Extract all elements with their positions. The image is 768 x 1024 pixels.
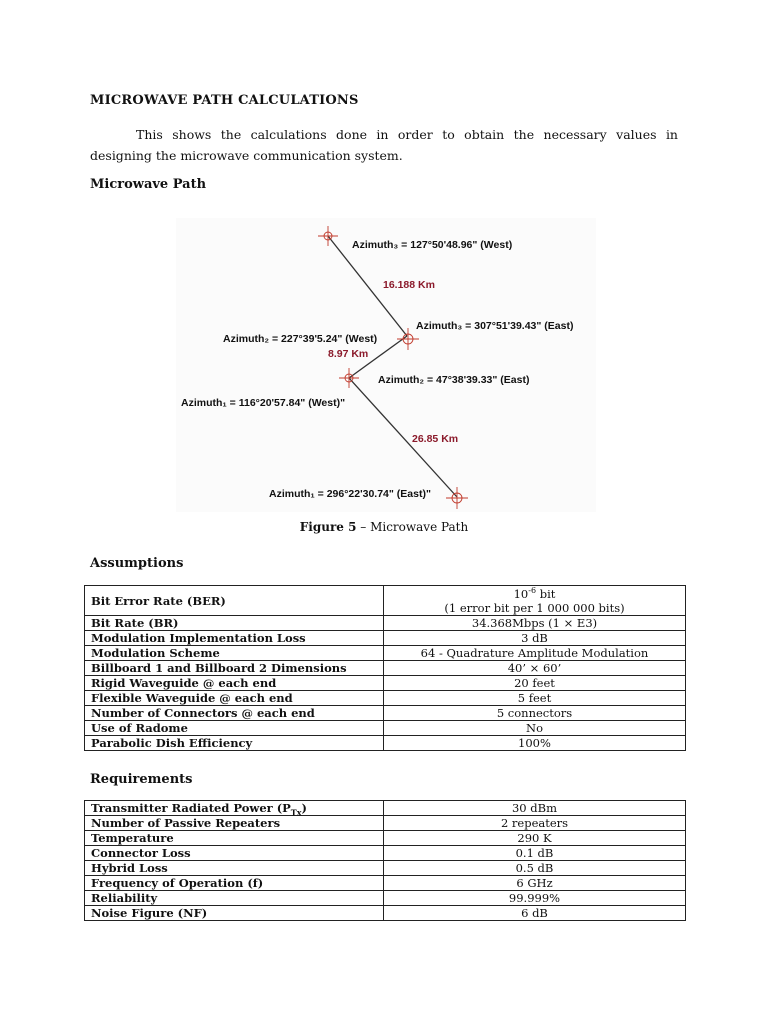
table-row	[85, 676, 686, 691]
table-row	[85, 736, 686, 751]
row-value: No	[384, 721, 686, 736]
table-row	[85, 846, 686, 861]
microwave-path-figure	[176, 218, 596, 512]
row-value: 6 GHz	[384, 876, 686, 891]
row-key: Number of Passive Repeaters	[85, 816, 384, 831]
row-key: Use of Radome	[85, 721, 384, 736]
figure-caption	[0, 520, 768, 534]
table-row	[85, 616, 686, 631]
table-row	[85, 906, 686, 921]
table-row	[85, 891, 686, 906]
row-value-ber	[384, 586, 686, 616]
label-azimuth2-east: Azimuth₂ = 47°38'39.33" (East)	[378, 374, 530, 386]
ptx-key-sub: Tx	[290, 807, 302, 818]
row-value: 99.999%	[384, 891, 686, 906]
row-key: Hybrid Loss	[85, 861, 384, 876]
row-key: Billboard 1 and Billboard 2 Dimensions	[85, 661, 384, 676]
row-value: 64 - Quadrature Amplitude Modulation	[384, 646, 686, 661]
intro-paragraph: This shows the calculations done in order to obtain the necessary values in designing the microwave communication system.	[90, 127, 678, 163]
figure-caption-label: Figure 5	[299, 520, 357, 534]
table-row	[85, 706, 686, 721]
label-azimuth3-west: Azimuth₃ = 127°50'48.96" (West)	[352, 239, 513, 251]
row-key: Parabolic Dish Efficiency	[85, 736, 384, 751]
table-row	[85, 661, 686, 676]
row-value: 3 dB	[384, 631, 686, 646]
table-row	[85, 801, 686, 816]
row-value: 6 dB	[384, 906, 686, 921]
row-key: Frequency of Operation (f)	[85, 876, 384, 891]
label-distance-16188: 16.188 Km	[383, 279, 435, 291]
site-marker-bottom	[446, 487, 468, 509]
row-key-ptx	[85, 801, 384, 816]
page-title: MICROWAVE PATH CALCULATIONS	[90, 93, 359, 108]
table-row	[85, 631, 686, 646]
assumptions-table	[84, 585, 686, 751]
row-value: 20 feet	[384, 676, 686, 691]
table-row	[85, 691, 686, 706]
row-value: 2 repeaters	[384, 816, 686, 831]
row-value: 40’ × 60’	[384, 661, 686, 676]
label-distance-2685: 26.85 Km	[412, 433, 459, 445]
row-key: Number of Connectors @ each end	[85, 706, 384, 721]
ber-base: 10	[513, 586, 529, 601]
row-value: 34.368Mbps (1 × E3)	[384, 616, 686, 631]
label-azimuth2-west: Azimuth₂ = 227°39'5.24" (West)	[223, 333, 378, 345]
requirements-table	[84, 800, 686, 921]
ber-unit: bit	[536, 586, 556, 601]
table-row	[85, 831, 686, 846]
ber-detail: (1 error bit per 1 000 000 bits)	[444, 600, 625, 615]
section-heading-microwave-path: Microwave Path	[90, 177, 207, 192]
row-key: Temperature	[85, 831, 384, 846]
row-key: Modulation Scheme	[85, 646, 384, 661]
row-value: 100%	[384, 736, 686, 751]
microwave-path-diagram	[176, 218, 596, 512]
row-key: Noise Figure (NF)	[85, 906, 384, 921]
row-key: Modulation Implementation Loss	[85, 631, 384, 646]
table-row	[85, 861, 686, 876]
ptx-key-post: )	[301, 801, 307, 815]
label-azimuth3-east: Azimuth₃ = 307°51'39.43" (East)	[416, 320, 574, 332]
label-distance-897: 8.97 Km	[328, 348, 369, 360]
row-key: Reliability	[85, 891, 384, 906]
row-key: Rigid Waveguide @ each end	[85, 676, 384, 691]
ptx-key-pre: Transmitter Radiated Power (P	[91, 801, 291, 815]
label-azimuth1-east: Azimuth₁ = 296°22'30.74" (East)"	[269, 488, 431, 500]
table-row	[85, 646, 686, 661]
label-azimuth1-west: Azimuth₁ = 116°20'57.84" (West)"	[181, 397, 346, 409]
row-value: 30 dBm	[384, 801, 686, 816]
row-value: 0.1 dB	[384, 846, 686, 861]
row-key: Bit Rate (BR)	[85, 616, 384, 631]
ber-exponent: -6	[528, 585, 537, 595]
row-key: Bit Error Rate (BER)	[85, 586, 384, 616]
row-value: 5 feet	[384, 691, 686, 706]
table-row	[85, 721, 686, 736]
row-value: 0.5 dB	[384, 861, 686, 876]
site-marker-top	[318, 226, 338, 246]
row-key: Connector Loss	[85, 846, 384, 861]
row-key: Flexible Waveguide @ each end	[85, 691, 384, 706]
row-value: 290 K	[384, 831, 686, 846]
table-row	[85, 876, 686, 891]
table-row	[85, 816, 686, 831]
table-row	[85, 586, 686, 616]
row-value: 5 connectors	[384, 706, 686, 721]
section-heading-assumptions: Assumptions	[90, 556, 184, 571]
figure-caption-text: – Microwave Path	[356, 520, 469, 534]
section-heading-requirements: Requirements	[90, 772, 193, 787]
